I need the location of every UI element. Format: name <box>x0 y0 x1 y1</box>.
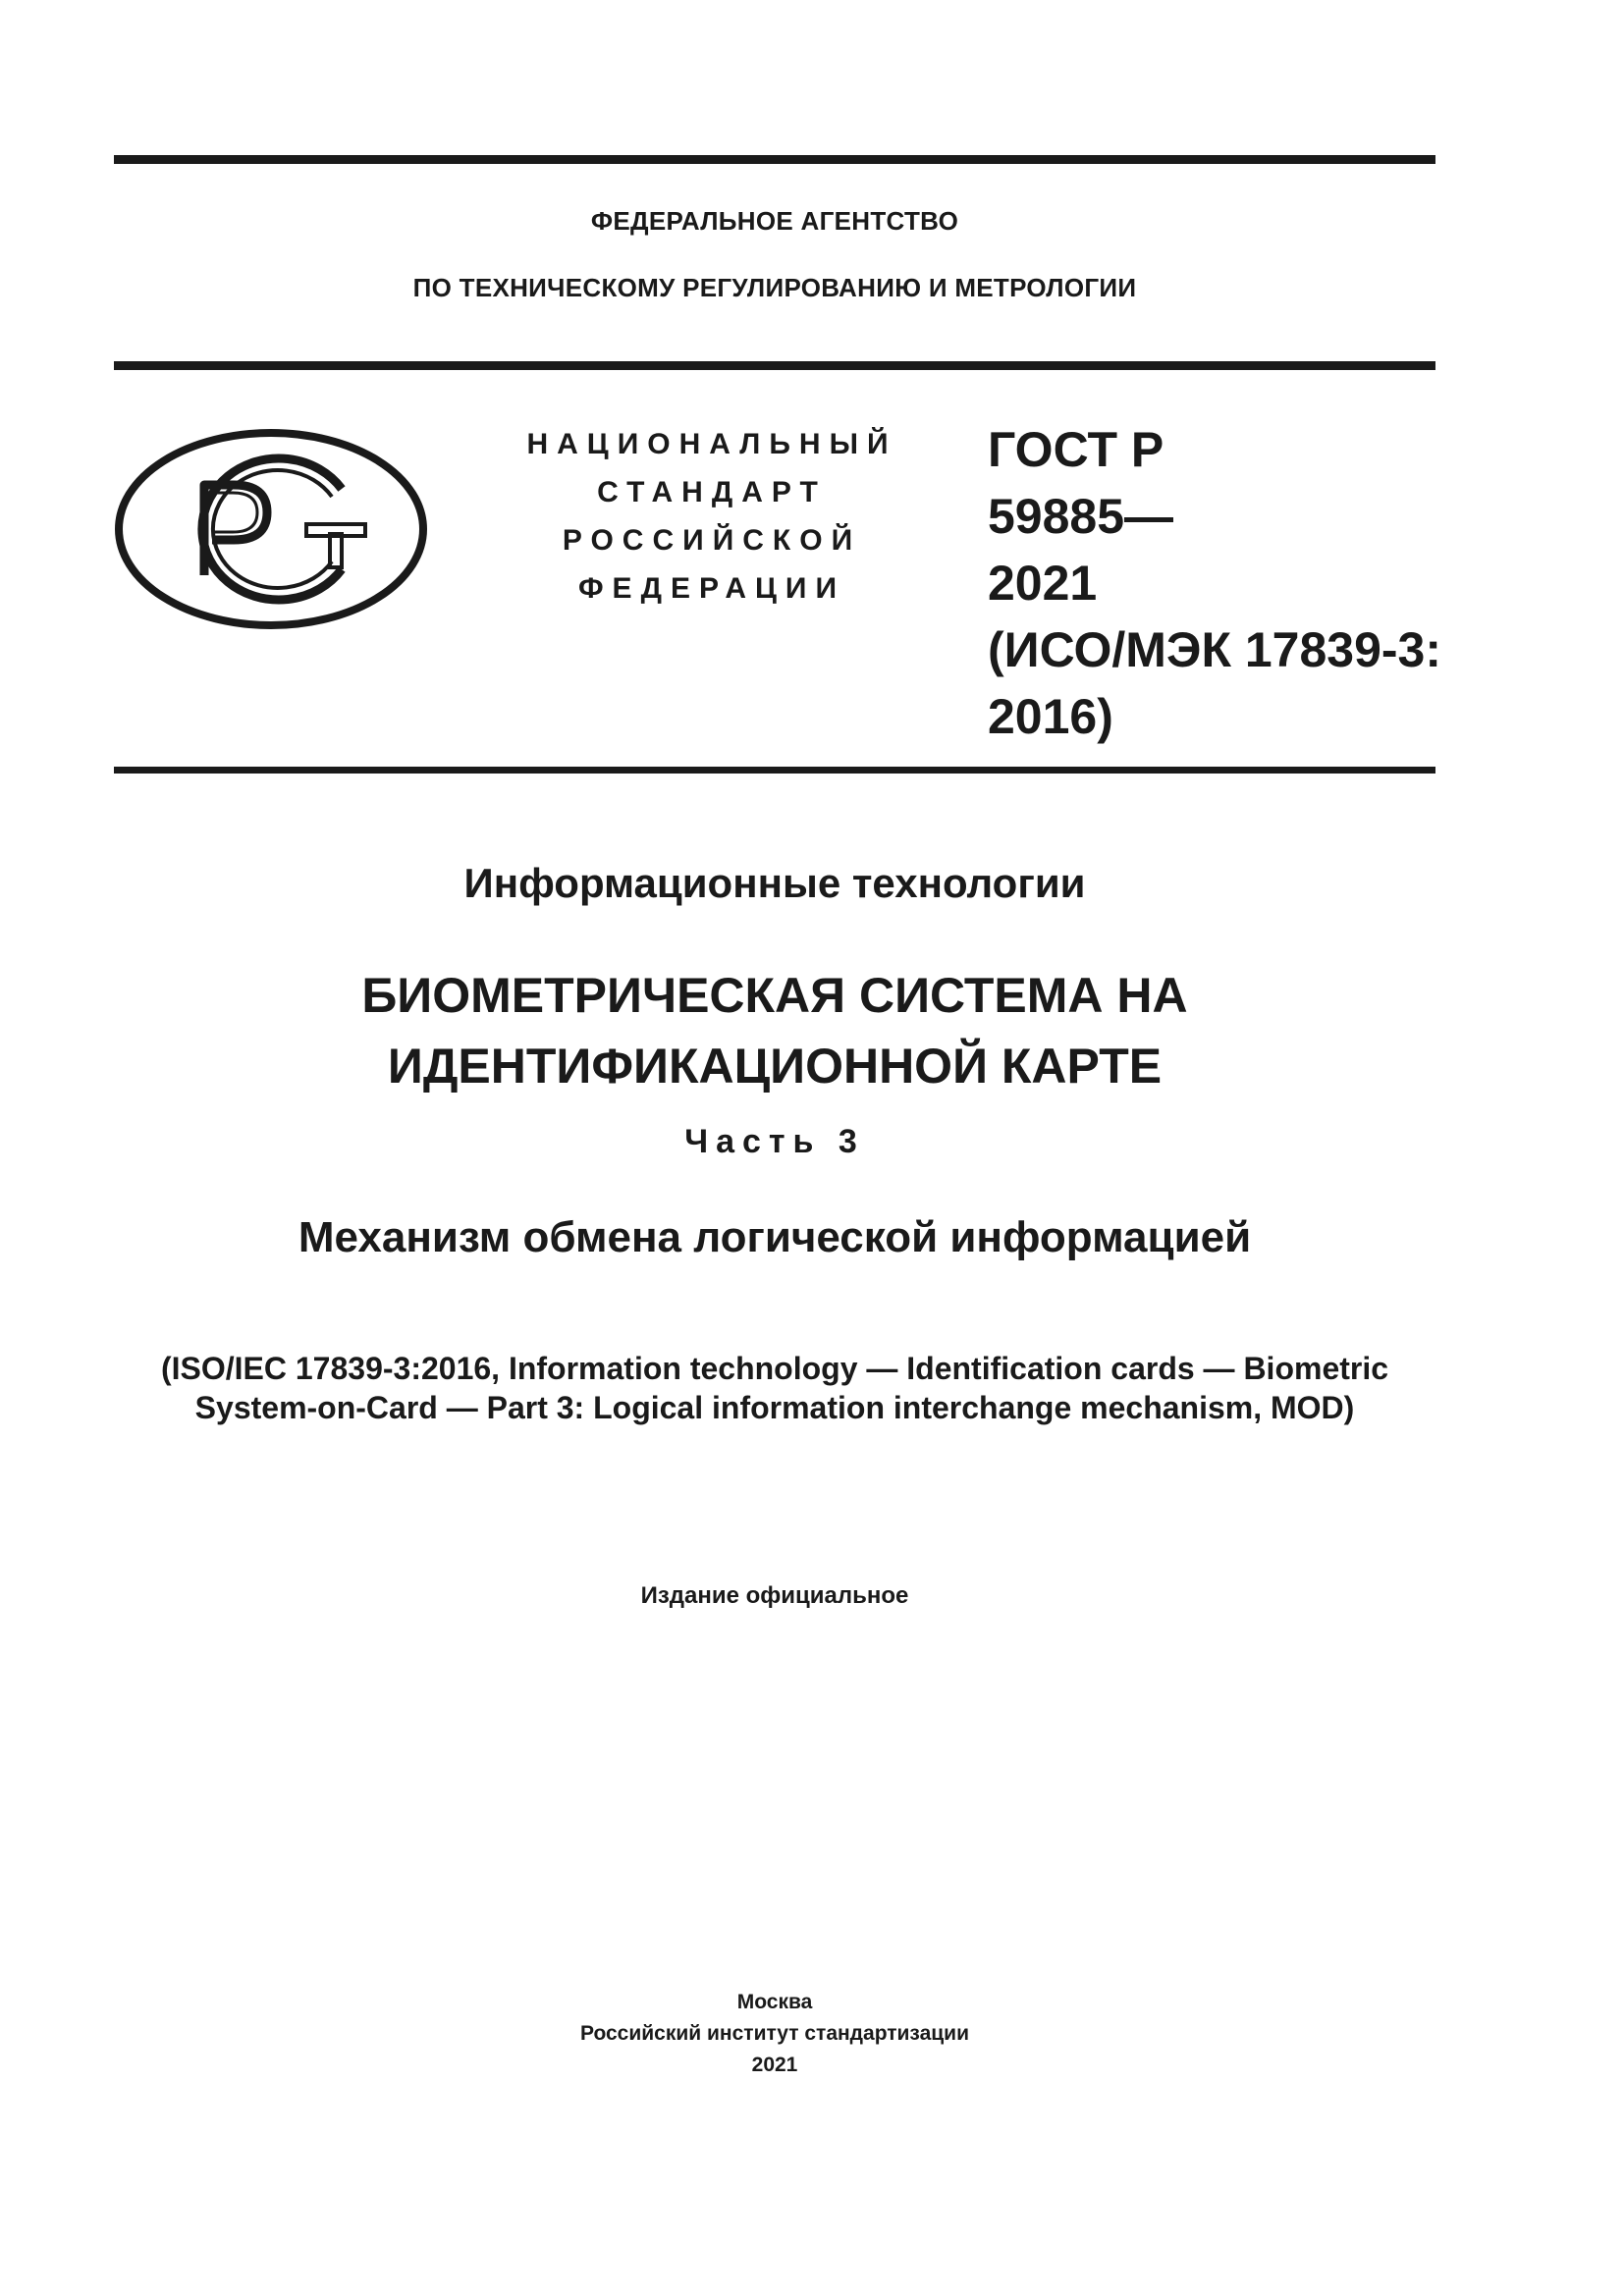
iso-ref-line: System-on-Card — Part 3: Logical information interchange mechanism, MOD) <box>194 1390 1355 1425</box>
gost-line: 59885— <box>988 489 1174 544</box>
national-line: РОССИЙСКОЙ <box>562 524 862 557</box>
publisher-institute: Российский институт стандартизации <box>579 2022 970 2045</box>
gost-line: ГОСТ Р <box>988 422 1164 477</box>
national-line: СТАНДАРТ <box>597 476 827 508</box>
agency-name-line1: ФЕДЕРАЛЬНОЕ АГЕНТСТВО <box>590 206 959 236</box>
iso-ref-line: (ISO/IEC 17839-3:2016, Information technology — Identification cards — Biometric <box>160 1351 1389 1386</box>
title-line: БИОМЕТРИЧЕСКАЯ СИСТЕМА НА <box>361 968 1188 1023</box>
middle-rule <box>114 361 1435 370</box>
document-title <box>114 960 1435 1101</box>
iso-reference <box>114 1349 1435 1427</box>
gost-line: 2016) <box>988 689 1113 744</box>
national-line: ФЕДЕРАЦИИ <box>577 572 846 605</box>
gost-designation <box>988 416 1442 750</box>
document-subtitle: Информационные технологии <box>463 860 1086 906</box>
agency-name-line2: ПО ТЕХНИЧЕСКОМУ РЕГУЛИРОВАНИЮ И МЕТРОЛОГИИ <box>412 273 1137 302</box>
edition-label: Издание официальное <box>640 1582 909 1609</box>
gost-line: 2021 <box>988 556 1098 611</box>
publisher-city: Москва <box>736 1991 813 2013</box>
title-line: ИДЕНТИФИКАЦИОННОЙ КАРТЕ <box>387 1039 1163 1094</box>
publisher-block <box>114 1987 1435 2081</box>
top-rule <box>114 155 1435 164</box>
national-line: НАЦИОНАЛЬНЫЙ <box>526 428 897 460</box>
bottom-rule <box>114 767 1435 774</box>
rst-logo-icon <box>114 428 428 630</box>
national-standard-label <box>491 420 933 613</box>
gost-line: (ИСО/МЭК 17839-3: <box>988 622 1442 677</box>
section-title: Механизм обмена логической информацией <box>298 1213 1252 1261</box>
publisher-year: 2021 <box>751 2054 798 2076</box>
part-label: Часть 3 <box>684 1123 865 1160</box>
